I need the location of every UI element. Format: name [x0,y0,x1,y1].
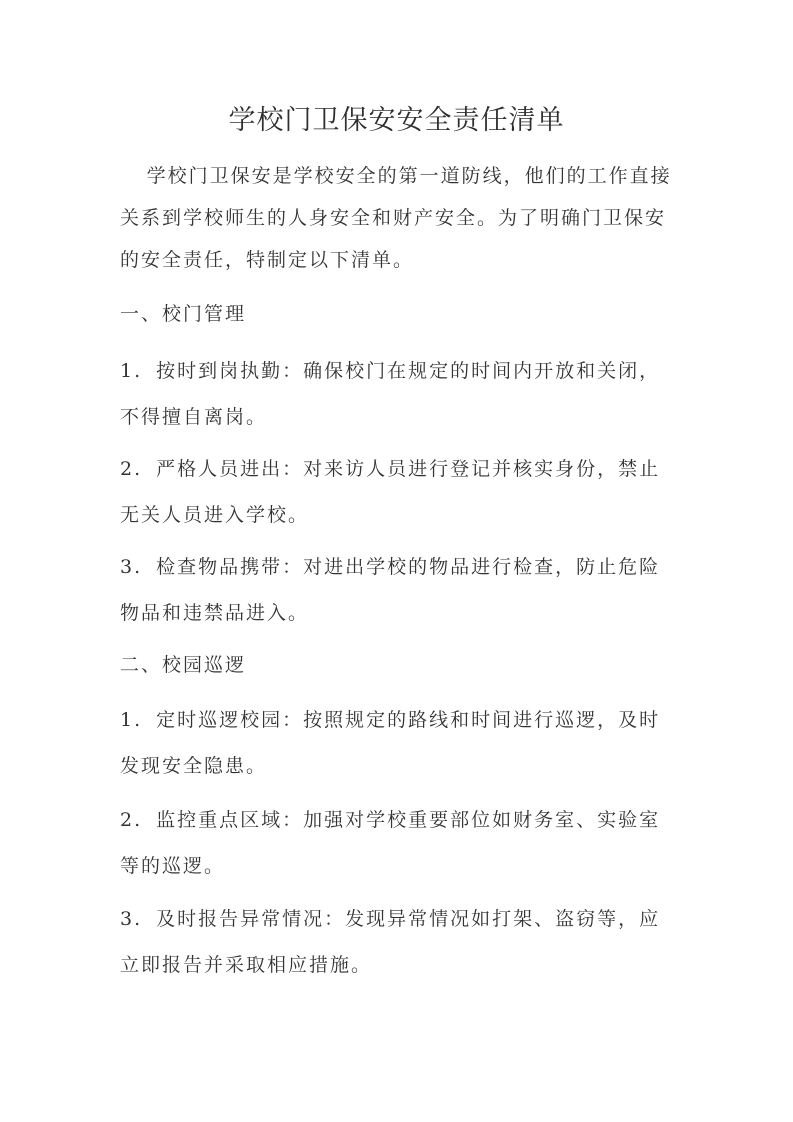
intro-paragraph: 学校门卫保安是学校安全的第一道防线，他们的工作直接关系到学校师生的人身安全和财产安全。为了明确门卫保安的安全责任，特制定以下清单。 [120,165,672,271]
list-item [120,797,680,889]
item-number: 1. [120,360,143,382]
item-number: 2. [120,458,143,480]
item-text: 定时巡逻校园：按照规定的路线和时间进行巡逻，及时发现安全隐患。 [120,709,661,777]
item-number: 3. [120,556,143,578]
item-text: 及时报告异常情况：发现异常情况如打架、盗窃等，应立即报告并采取相应措施。 [120,908,661,976]
item-text: 按时到岗执勤：确保校门在规定的时间内开放和关闭，不得擅自离岗。 [120,360,661,428]
list-item [120,697,680,789]
list-item [120,896,680,988]
item-number: 3. [120,908,143,930]
item-number: 2. [120,809,143,831]
section-heading-gate: 一、校门管理 [120,303,247,325]
document-title: 学校门卫保安安全责任清单 [228,105,565,136]
item-number: 1. [120,709,143,731]
item-text: 严格人员进出：对来访人员进行登记并核实身份，禁止无关人员进入学校。 [120,458,661,526]
item-text: 监控重点区域：加强对学校重要部位如财务室、实验室等的巡逻。 [120,809,661,877]
list-item [120,544,680,636]
list-item [120,348,680,440]
item-text: 检查物品携带：对进出学校的物品进行检查，防止危险物品和违禁品进入。 [120,556,661,624]
list-item [120,446,680,538]
section-heading-patrol: 二、校园巡逻 [120,654,247,676]
